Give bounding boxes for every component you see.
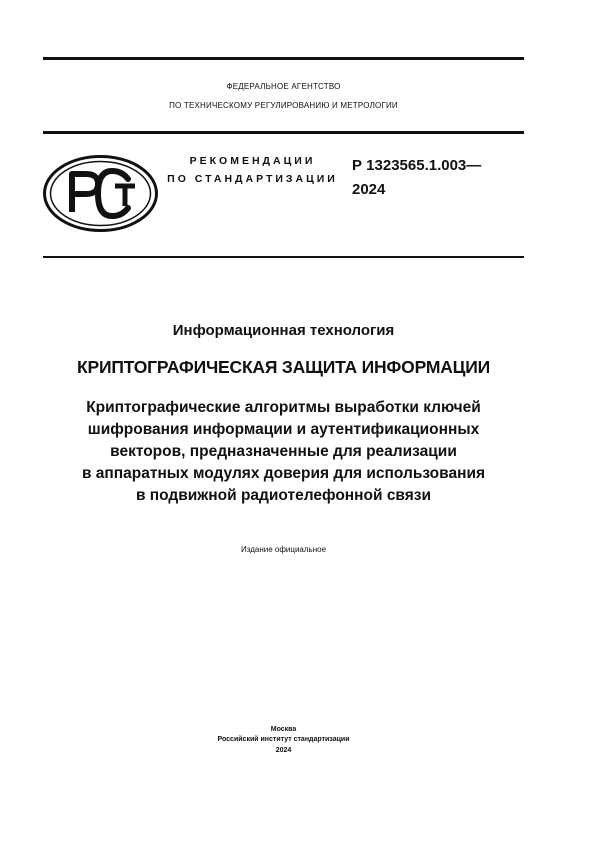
document-kind-line-1: РЕКОМЕНДАЦИИ <box>189 155 316 167</box>
standard-number: Р 1323565.1.003— <box>352 157 482 174</box>
standard-year: 2024 <box>352 181 386 198</box>
middle-divider <box>43 131 524 134</box>
publisher-name: Российский институт стандартизации <box>217 736 350 743</box>
agency-line-2: ПО ТЕХНИЧЕСКОМУ РЕГУЛИРОВАНИЮ И МЕТРОЛОГИИ <box>169 101 398 110</box>
rst-mark-icon <box>42 154 159 233</box>
title-line: в аппаратных модулях доверия для использования <box>81 465 486 482</box>
agency-line-1: ФЕДЕРАЛЬНОЕ АГЕНТСТВО <box>226 82 341 91</box>
title-line: Криптографические алгоритмы выработки ключей <box>86 399 481 416</box>
title-line: в подвижной радиотелефонной связи <box>135 487 432 504</box>
bottom-divider <box>43 256 524 258</box>
edition-note: Издание официальное <box>240 545 327 554</box>
document-title <box>0 397 567 507</box>
subject-heading: КРИПТОГРАФИЧЕСКАЯ ЗАЩИТА ИНФОРМАЦИИ <box>77 357 490 377</box>
document-kind-line-2: ПО СТАНДАРТИЗАЦИИ <box>167 173 338 185</box>
subject-area: Информационная технология <box>172 322 395 339</box>
publisher-city: Москва <box>270 726 297 733</box>
publisher-year: 2024 <box>275 747 292 754</box>
title-line: векторов, предназначенные для реализации <box>110 443 457 460</box>
top-divider <box>43 57 524 60</box>
title-line: шифрования информации и аутентификационных <box>87 421 480 438</box>
